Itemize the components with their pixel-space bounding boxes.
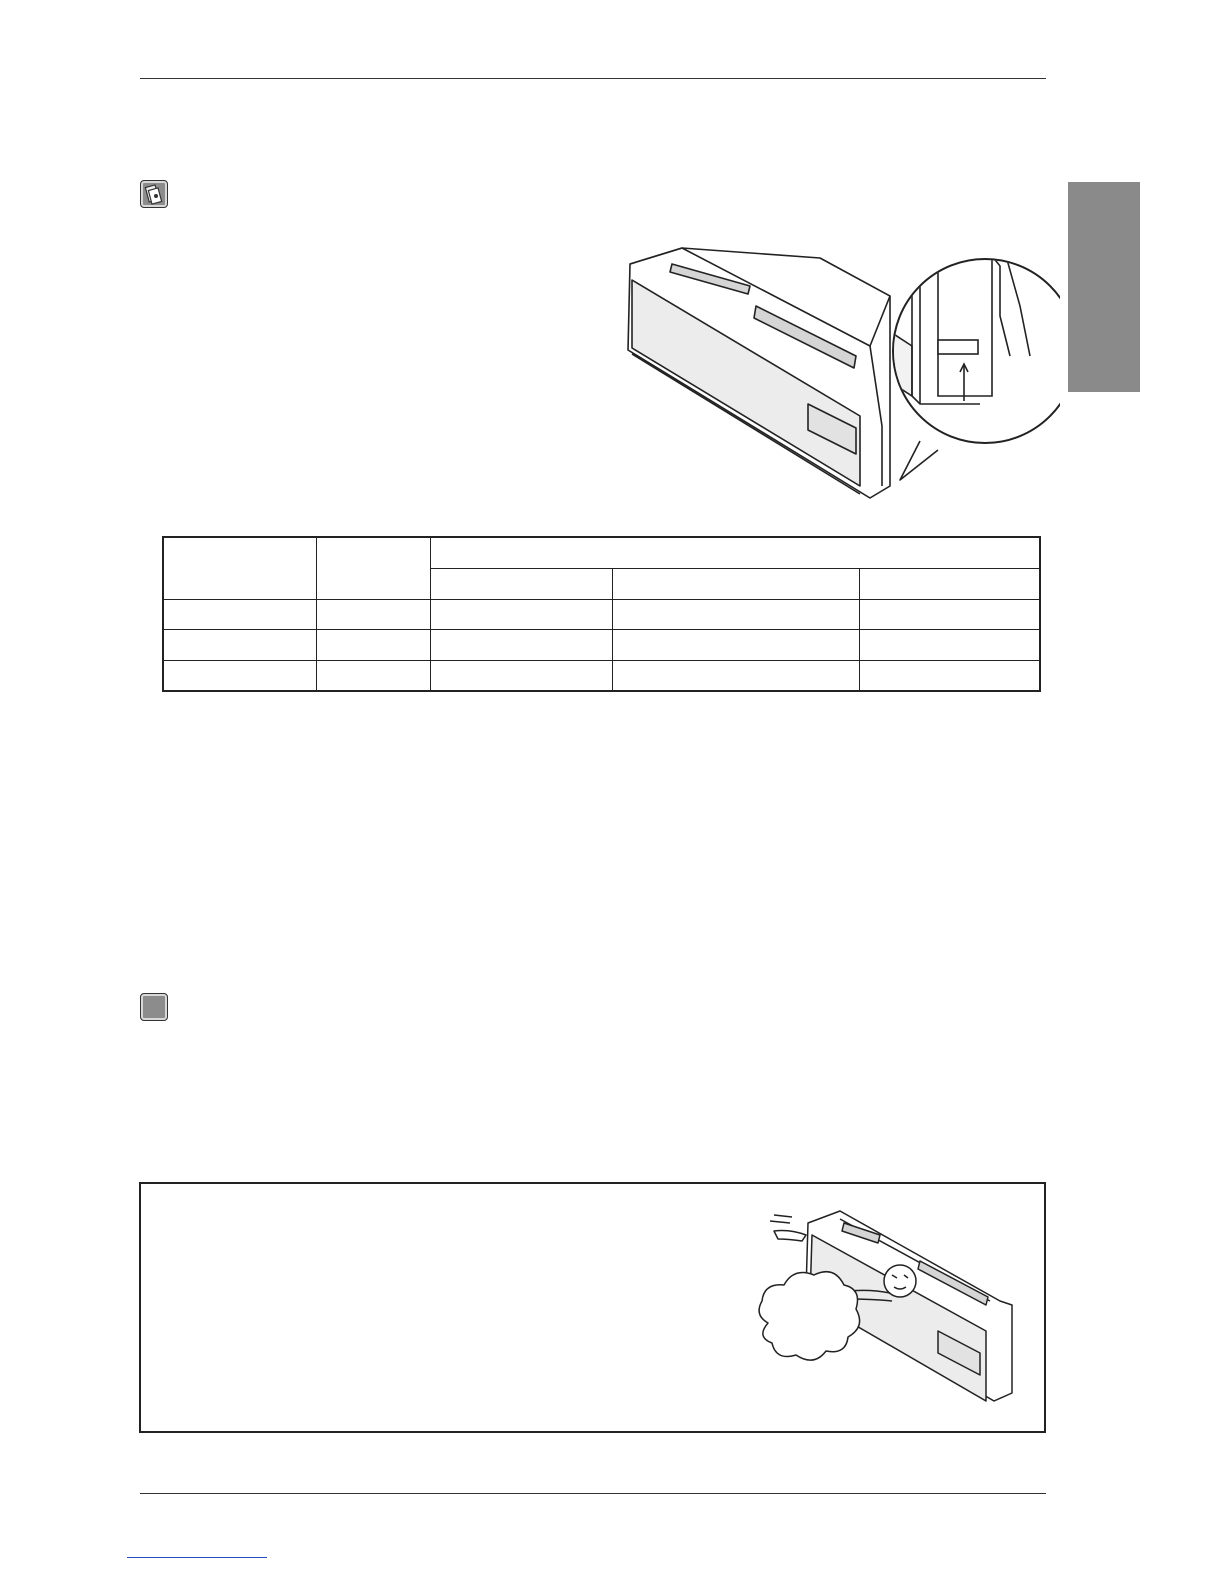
table-cell (612, 599, 859, 629)
table-cell (430, 599, 612, 629)
table-cell (163, 629, 316, 660)
table-cell (316, 629, 430, 660)
table-cell (163, 599, 316, 629)
gray-square-icon (140, 993, 168, 1021)
manual-book-icon (140, 180, 168, 208)
table-cell (612, 660, 859, 691)
table-subheader-cell (612, 568, 859, 599)
header-rule (140, 78, 1046, 79)
indoor-unit-cloud-illustration (750, 1205, 1025, 1410)
spec-table (162, 536, 1041, 692)
table-row (163, 629, 1040, 660)
table-cell (859, 599, 1040, 629)
indoor-unit-illustration (620, 236, 1060, 512)
table-cell (430, 629, 612, 660)
table-cell (430, 660, 612, 691)
table-subheader-cell (430, 568, 612, 599)
table-row (163, 599, 1040, 629)
table-header-group-cell (430, 537, 1040, 568)
table-header-cell (316, 537, 430, 599)
table-cell (612, 629, 859, 660)
table-cell (163, 660, 316, 691)
table-cell (859, 660, 1040, 691)
footer-rule (140, 1493, 1046, 1494)
footer-link-underline[interactable] (127, 1557, 267, 1558)
table-cell (316, 599, 430, 629)
table-subheader-cell (859, 568, 1040, 599)
side-section-tab (1068, 182, 1140, 392)
table-cell (316, 660, 430, 691)
table-cell (859, 629, 1040, 660)
table-row (163, 660, 1040, 691)
table-header-cell (163, 537, 316, 599)
